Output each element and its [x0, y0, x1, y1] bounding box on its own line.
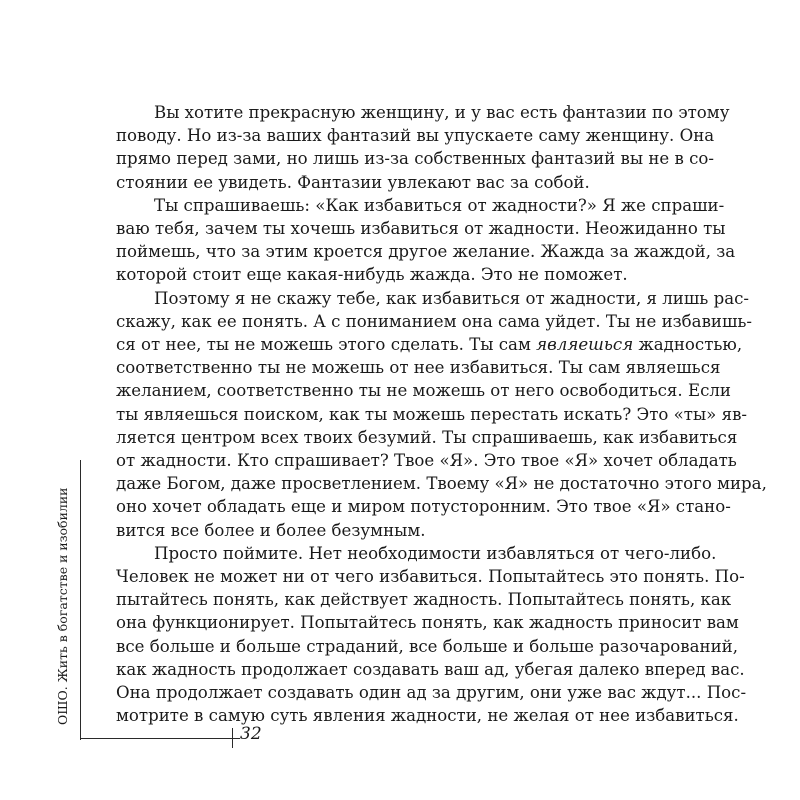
text-line: соответственно ты не можешь от нее избавиться. Ты сам являешься: [116, 358, 721, 378]
text-line: ваю тебя, зачем ты хочешь избавиться от жадности. Неожиданно ты: [116, 219, 726, 239]
text-line: ты являешься поиском, как ты можешь перестать искать? Это «ты» яв-: [116, 404, 748, 424]
text-line: она функционирует. Попытайтесь понять, как жадность приносит вам: [116, 613, 739, 633]
running-head: ОШО. Жить в богатстве и изобилии: [55, 487, 70, 725]
text-line: Человек не может ни от чего избавиться. Попытайтесь это понять. По-: [116, 567, 745, 587]
spine-rule: [80, 460, 81, 740]
text-line: вится все более и более безумным.: [116, 520, 426, 540]
paragraph-4: [116, 542, 747, 728]
text-line: скажу, как ее понять. А с пониманием она сама уйдет. Ты не избавишь-: [116, 311, 753, 331]
text-line: которой стоит еще какая-нибудь жажда. Это не поможет.: [116, 265, 628, 285]
text-line: Она продолжает создавать один ад за другим, они уже вас ждут... Пос-: [116, 683, 747, 703]
text-line: даже Богом, даже просветлением. Твоему «Я» не достаточно этого мира,: [116, 474, 767, 494]
text-line: Поэтому я не скажу тебе, как избавиться от жадности, я лишь рас-: [154, 288, 749, 308]
page-number: 32: [240, 724, 262, 744]
text-line: Просто поймите. Нет необходимости избавляться от чего-либо.: [154, 543, 717, 563]
text-line: Вы хотите прекрасную женщину, и у вас есть фантазии по этому: [154, 103, 730, 122]
text-line: оно хочет обладать еще и миром потусторонним. Это твое «Я» стано-: [116, 497, 731, 517]
text-line: ляется центром всех твоих безумий. Ты спрашиваешь, как избавиться: [116, 427, 738, 447]
paragraph-3: [116, 287, 767, 542]
text-line: как жадность продолжает создавать ваш ад, убегая далеко вперед вас.: [116, 659, 745, 679]
text-line: стоянии ее увидеть. Фантазии увлекают вас за собой.: [116, 172, 590, 192]
text-line: Ты спрашиваешь: «Как избавиться от жадности?» Я же спраши-: [154, 195, 725, 215]
emphasis-text: являешься: [536, 335, 634, 355]
body-text: [116, 101, 767, 727]
text-line: мотрите в самую суть явления жадности, не желая от нее избавиться.: [116, 706, 739, 726]
text-line: поводу. Но из-за ваших фантазий вы упускаете саму женщину. Она: [116, 126, 715, 146]
text-run: жадностью,: [638, 335, 743, 355]
text-line: от жадности. Кто спрашивает? Твое «Я». Это твое «Я» хочет обладать: [116, 451, 737, 471]
paragraph-1: [116, 101, 730, 194]
text-line: все больше и больше страданий, все больше и больше разочарований,: [116, 636, 738, 656]
text-run: ся от нее, ты не можешь этого сделать. Ты сам: [116, 335, 531, 355]
text-line: поймешь, что за этим кроется другое желание. Жажда за жаждой, за: [116, 242, 736, 262]
footer-tick: [232, 728, 233, 748]
paragraph-2: [116, 194, 736, 287]
text-line-mixed: [116, 333, 743, 356]
text-line: прямо перед зами, но лишь из-за собственных фантазий вы не в со-: [116, 149, 715, 169]
footer-rule: [80, 738, 240, 739]
text-line: пытайтесь понять, как действует жадность. Попытайтесь понять, как: [116, 590, 732, 610]
text-line: желанием, соответственно ты не можешь от него освободиться. Если: [116, 381, 731, 401]
